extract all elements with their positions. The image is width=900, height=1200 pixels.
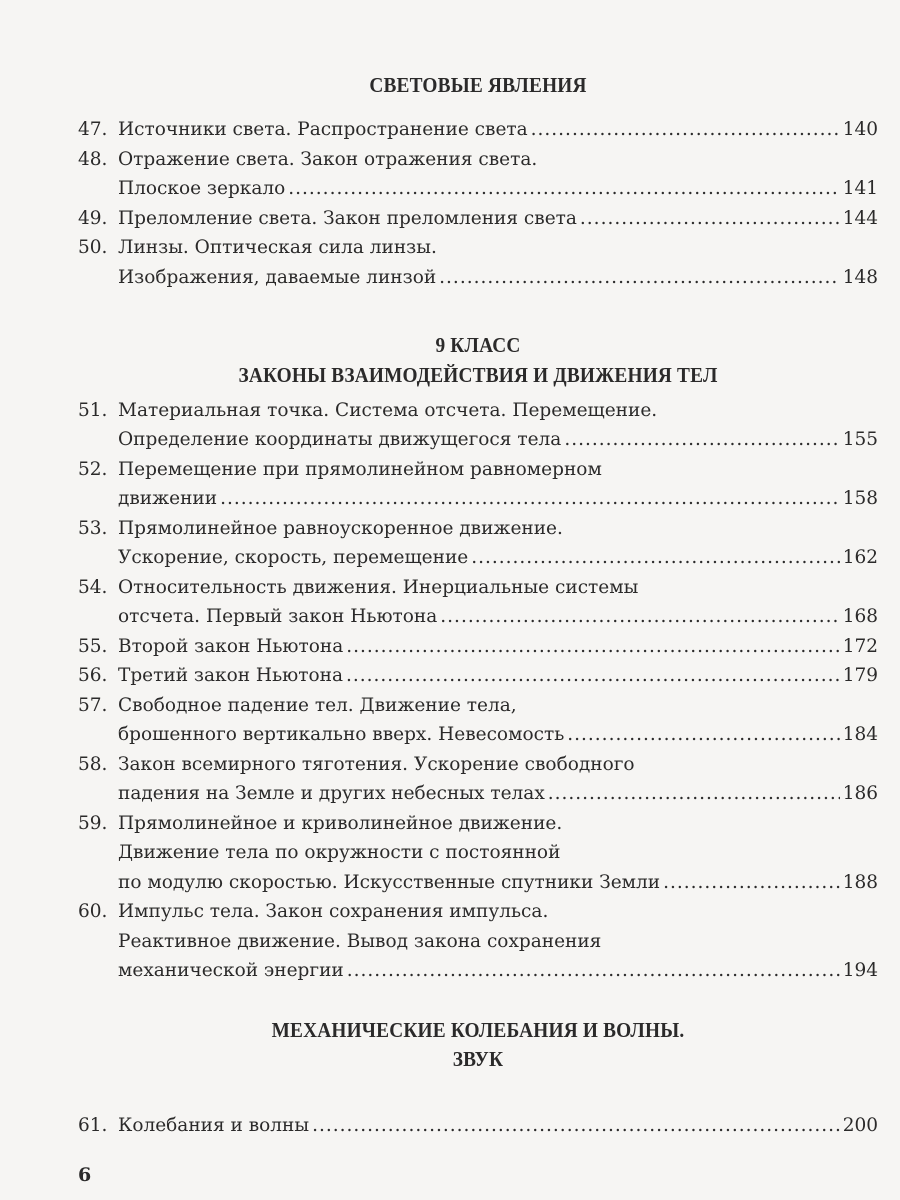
entry-page: 194 (842, 960, 878, 981)
toc-line (78, 809, 878, 839)
entry-title: Свободное падение тел. Движение тела, (118, 694, 517, 716)
toc-entry (78, 204, 878, 234)
entry-number: 48. (78, 148, 108, 170)
entry-title: Импульс тела. Закон сохранения импульса. (118, 901, 549, 922)
entry-title: по модулю скоростью. Искусственные спутники Земли (118, 871, 661, 893)
entry-title: падения на Земле и других небесных телах (118, 783, 545, 804)
entry-title: Закон всемирного тяготения. Ускорение свободного (118, 753, 635, 775)
toc-entry (78, 455, 878, 514)
dot-leader (548, 779, 840, 809)
entry-title: Движение тела по окружности с постоянной (118, 842, 561, 863)
entry-page: 179 (842, 665, 878, 686)
toc-line (78, 455, 878, 485)
entry-title: Плоское зеркало (118, 178, 286, 199)
section-heading: ЗАКОНЫ ВЗАИМОДЕЙСТВИЯ И ДВИЖЕНИЯ ТЕЛ (238, 362, 718, 387)
table-of-contents (78, 71, 878, 1140)
entry-title: Изображения, даваемые линзой (118, 266, 437, 288)
toc-line (78, 632, 878, 662)
toc-section (78, 331, 878, 986)
toc-line (78, 838, 878, 868)
entry-title: механической энергии (118, 960, 344, 981)
dot-leader (220, 484, 840, 514)
toc-line (78, 145, 878, 175)
dot-leader (439, 263, 840, 293)
toc-entry (78, 897, 878, 986)
toc-line (78, 720, 878, 750)
entry-title: Прямолинейное равноускоренное движение. (118, 517, 563, 539)
toc-entry (78, 750, 878, 809)
toc-entry (78, 1111, 878, 1141)
entry-page: 141 (842, 178, 878, 199)
entry-page: 186 (842, 783, 878, 804)
entry-number: 49. (78, 207, 108, 229)
entry-title: Источники света. Распространение света (118, 119, 528, 140)
entry-title: Реактивное движение. Вывод закона сохранения (118, 930, 602, 952)
entry-title: Второй закон Ньютона (118, 635, 344, 657)
toc-entry (78, 661, 878, 691)
entry-number: 59. (78, 812, 108, 834)
toc-entry (78, 632, 878, 662)
entry-number: 54. (78, 576, 108, 598)
entry-number: 60. (78, 901, 108, 922)
dot-leader (288, 174, 839, 204)
entry-number: 53. (78, 517, 108, 539)
toc-line (78, 115, 878, 145)
toc-line (78, 204, 878, 234)
section-heading: 9 КЛАСС (435, 333, 521, 357)
entry-title: движении (118, 488, 218, 509)
toc-entry (78, 396, 878, 455)
toc-line (78, 1111, 878, 1141)
entry-page: 172 (842, 635, 878, 657)
toc-entry (78, 115, 878, 145)
toc-entry (78, 514, 878, 573)
entry-title: Преломление света. Закон преломления света (118, 207, 577, 229)
section-heading: МЕХАНИЧЕСКИЕ КОЛЕБАНИЯ И ВОЛНЫ. (271, 1017, 685, 1042)
toc-section (78, 1016, 878, 1141)
entry-page: 162 (842, 547, 878, 568)
entry-page: 200 (842, 1114, 878, 1136)
toc-line (78, 661, 878, 691)
dot-leader (531, 115, 840, 145)
entry-number: 55. (78, 635, 108, 657)
toc-section (78, 71, 878, 292)
entry-number: 58. (78, 753, 108, 775)
entry-page: 140 (842, 119, 878, 140)
dot-leader (567, 720, 839, 750)
entry-number: 52. (78, 458, 108, 480)
entry-number: 61. (78, 1114, 108, 1136)
entry-page: 184 (842, 724, 878, 745)
dot-leader (471, 543, 839, 573)
entry-title: Линзы. Оптическая сила линзы. (118, 237, 437, 258)
toc-line (78, 750, 878, 780)
entry-page: 158 (842, 488, 878, 509)
toc-line (78, 691, 878, 721)
entry-number: 47. (78, 119, 108, 140)
entry-title: брошенного вертикально вверх. Невесомость (118, 724, 565, 745)
entry-title: Третий закон Ньютона (118, 665, 343, 686)
toc-entry (78, 691, 878, 750)
toc-line (78, 233, 878, 263)
entry-title: Ускорение, скорость, перемещение (118, 547, 469, 568)
section-heading: ЗВУК (452, 1047, 504, 1071)
entry-title: Колебания и волны (118, 1114, 310, 1136)
toc-line (78, 927, 878, 957)
dot-leader (580, 204, 840, 234)
toc-entry (78, 809, 878, 898)
entry-title: отсчета. Первый закон Ньютона (118, 606, 438, 627)
dot-leader (663, 868, 840, 898)
toc-line (78, 543, 878, 573)
toc-line (78, 174, 878, 204)
toc-line (78, 396, 878, 426)
dot-leader (346, 661, 840, 691)
dot-leader (564, 425, 839, 455)
toc-entry (78, 145, 878, 204)
entry-page: 188 (842, 871, 878, 893)
toc-line (78, 602, 878, 632)
toc-line (78, 573, 878, 603)
toc-line (78, 263, 878, 293)
entry-page: 168 (842, 606, 878, 627)
toc-line (78, 868, 878, 898)
dot-leader (347, 956, 840, 986)
entry-title: Прямолинейное и криволинейное движение. (118, 812, 563, 834)
entry-page: 148 (842, 266, 878, 288)
toc-entry (78, 233, 878, 292)
page-number: 6 (78, 1164, 92, 1186)
entry-number: 57. (78, 694, 108, 716)
entry-number: 51. (78, 399, 108, 421)
dot-leader (312, 1111, 840, 1141)
toc-line (78, 425, 878, 455)
entry-page: 155 (842, 429, 878, 450)
toc-line (78, 897, 878, 927)
dot-leader (346, 632, 839, 662)
entry-title: Отражение света. Закон отражения света. (118, 148, 538, 170)
toc-line (78, 484, 878, 514)
toc-line (78, 956, 878, 986)
toc-line (78, 514, 878, 544)
entry-title: Материальная точка. Система отсчета. Перемещение. (118, 399, 658, 421)
section-heading: СВЕТОВЫЕ ЯВЛЕНИЯ (369, 73, 587, 97)
entry-number: 50. (78, 237, 108, 258)
entry-number: 56. (78, 665, 108, 686)
dot-leader (440, 602, 839, 632)
toc-entry (78, 573, 878, 632)
entry-page: 144 (842, 207, 878, 229)
entry-title: Относительность движения. Инерциальные системы (118, 576, 639, 598)
toc-line (78, 779, 878, 809)
entry-title: Определение координаты движущегося тела (118, 429, 562, 450)
entry-title: Перемещение при прямолинейном равномерном (118, 458, 602, 480)
